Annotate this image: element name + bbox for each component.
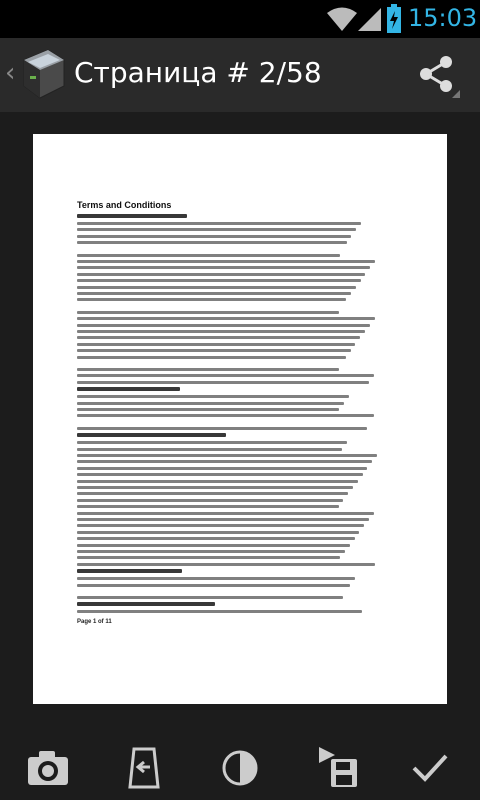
text-line [77,395,349,398]
text-line [77,317,375,320]
document-heading: Terms and Conditions [77,200,172,210]
text-line [77,402,344,405]
text-line [77,544,350,547]
contrast-icon [220,748,260,788]
section-heading-line [77,569,182,573]
text-line [77,349,351,352]
text-line [77,368,339,371]
camera-icon [26,748,70,788]
text-line [77,524,364,527]
text-line [77,448,342,451]
text-line [77,374,374,377]
section-heading-line [77,387,180,391]
crop-icon [124,745,164,791]
document-footer: Page 1 of 11 [77,619,112,625]
text-line [77,512,374,515]
action-bar [0,38,480,112]
text-line [77,408,339,411]
text-line [77,260,375,263]
signal-icon [356,6,382,32]
text-line [77,292,351,295]
text-line [77,556,340,559]
document-viewer[interactable] [0,112,480,732]
text-line [77,235,351,238]
text-line [77,241,347,244]
text-line [77,381,369,384]
text-line [77,222,361,225]
text-line [77,298,346,301]
clock: 15:03 [408,4,478,32]
text-line [77,330,365,333]
text-line [77,518,369,521]
text-line [77,356,346,359]
text-line [77,550,345,553]
text-line [77,311,339,314]
contrast-button[interactable] [212,740,268,796]
text-line [77,531,359,534]
crop-button[interactable] [116,740,172,796]
section-heading-line [77,433,226,437]
text-line [77,266,370,269]
text-line [77,460,372,463]
scanned-page[interactable] [33,134,447,704]
text-line [77,480,358,483]
text-line [77,584,350,587]
text-line [77,610,362,613]
page-title: Страница # 2/58 [74,56,322,89]
text-line [77,414,374,417]
text-line [77,286,356,289]
text-line [77,324,370,327]
share-icon[interactable] [416,54,456,94]
save-icon [315,745,361,791]
text-line [77,499,343,502]
text-line [77,486,353,489]
text-line [77,537,355,540]
text-line [77,577,355,580]
wifi-icon [326,6,358,32]
overflow-indicator [452,90,460,98]
text-line [77,228,356,231]
text-line [77,343,355,346]
text-line [77,563,375,566]
camera-button[interactable] [20,740,76,796]
back-chevron-icon[interactable]: ‹ [5,58,16,88]
text-line [77,454,377,457]
done-button[interactable] [402,740,458,796]
text-line [77,336,360,339]
text-line [77,473,363,476]
section-heading-line [77,214,187,218]
text-line [77,441,347,444]
text-line [77,492,348,495]
section-heading-line [77,602,215,606]
save-button[interactable] [310,740,366,796]
text-line [77,254,340,257]
text-line [77,273,365,276]
text-line [77,279,361,282]
scanner-app-icon[interactable] [18,46,68,102]
bottom-toolbar [0,732,480,800]
battery-icon [386,4,402,34]
text-line [77,427,367,430]
text-line [77,596,343,599]
status-bar [0,0,480,38]
text-line [77,467,367,470]
text-line [77,505,339,508]
checkmark-icon [410,750,450,786]
